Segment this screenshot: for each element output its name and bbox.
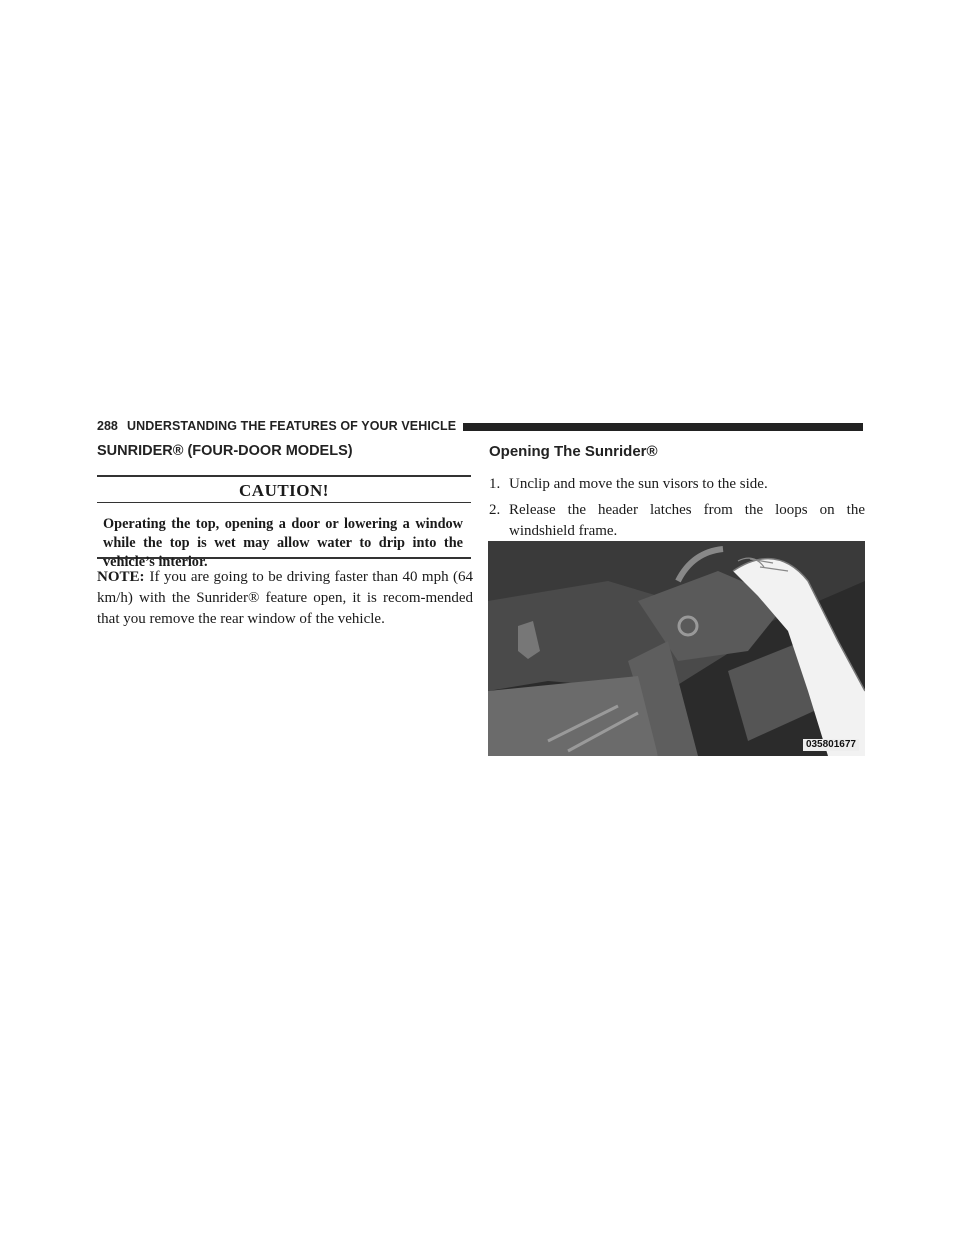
caution-divider xyxy=(97,502,471,503)
illustration-drawing xyxy=(488,541,865,756)
section-heading: SUNRIDER® (FOUR-DOOR MODELS) xyxy=(97,443,353,459)
page-number: 288 xyxy=(97,419,118,433)
note-paragraph xyxy=(97,567,473,630)
step-number: 2. xyxy=(489,502,501,518)
figure-code: 035801677 xyxy=(803,739,859,751)
section-title: UNDERSTANDING THE FEATURES OF YOUR VEHICLE xyxy=(127,419,457,433)
step-text: Release the header latches from the loops on the windshield frame. xyxy=(509,502,865,539)
step-text: Unclip and move the sun visors to the side. xyxy=(509,476,768,492)
step-number: 1. xyxy=(489,476,501,492)
page-header xyxy=(97,419,863,433)
step-item xyxy=(489,474,865,495)
caution-text: Operating the top, opening a door or lowering a window while the top is wet may allow water to drip into the vehicle’s interior. xyxy=(103,516,463,570)
caution-title: CAUTION! xyxy=(239,481,329,500)
caution-box xyxy=(97,475,471,570)
note-text: If you are going to be driving faster than 40 mph (64 km/h) with the Sunrider® feature open, it is recom-mended that you remove the rear window of the vehicle. xyxy=(97,569,473,627)
header-rule xyxy=(463,423,863,431)
note-label: NOTE: xyxy=(97,569,145,585)
header-latch-illustration xyxy=(488,541,865,756)
subsection-heading: Opening The Sunrider® xyxy=(489,443,658,460)
step-item xyxy=(489,500,865,542)
